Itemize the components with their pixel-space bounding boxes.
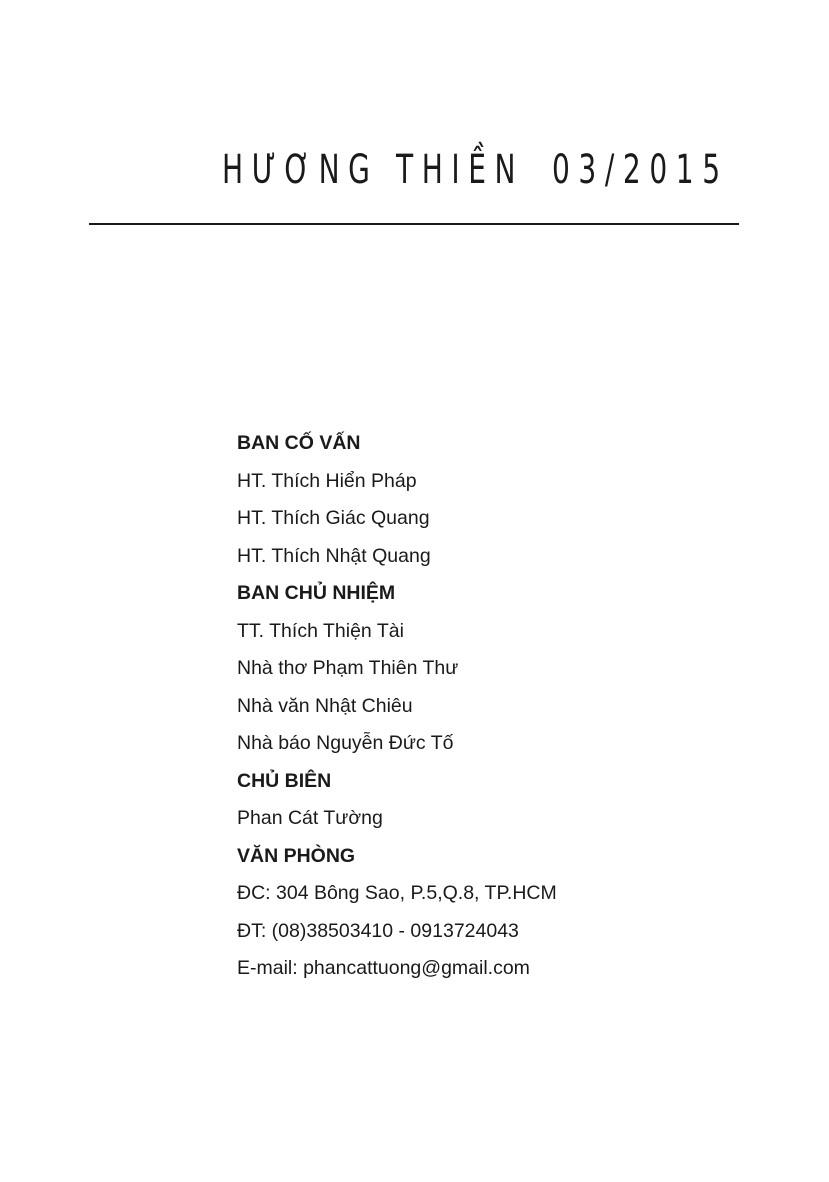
editor-entry: Phan Cát Tường	[237, 807, 383, 829]
board-member-entry: Nhà văn Nhật Chiêu	[237, 694, 413, 717]
section-heading-advisory-board: BAN CỐ VẤN	[237, 432, 361, 454]
board-member-entry: TT. Thích Thiện Tài	[237, 619, 404, 642]
masthead	[237, 425, 737, 988]
issue-number: 03/2015	[552, 147, 729, 193]
section-heading-editorial-board: BAN CHỦ NHIỆM	[237, 582, 396, 604]
office-address: ĐC: 304 Bông Sao, P.5,Q.8, TP.HCM	[237, 882, 557, 904]
board-member-entry: Nhà thơ Phạm Thiên Thư	[237, 657, 459, 679]
magazine-title	[222, 140, 778, 200]
office-email: E-mail: phancattuong@gmail.com	[237, 957, 530, 979]
board-member-entry: Nhà báo Nguyễn Đức Tố	[237, 732, 454, 754]
title-divider	[89, 223, 739, 225]
advisor-entry: HT. Thích Nhật Quang	[237, 544, 431, 567]
section-heading-editor-in-chief: CHỦ BIÊN	[237, 769, 332, 792]
section-heading-office: VĂN PHÒNG	[237, 844, 356, 867]
publication-name: HƯƠNG THIỀN	[222, 147, 525, 193]
advisor-entry: HT. Thích Hiển Pháp	[237, 469, 417, 492]
advisor-entry: HT. Thích Giác Quang	[237, 507, 430, 529]
office-phone: ĐT: (08)38503410 - 0913724043	[237, 919, 519, 942]
